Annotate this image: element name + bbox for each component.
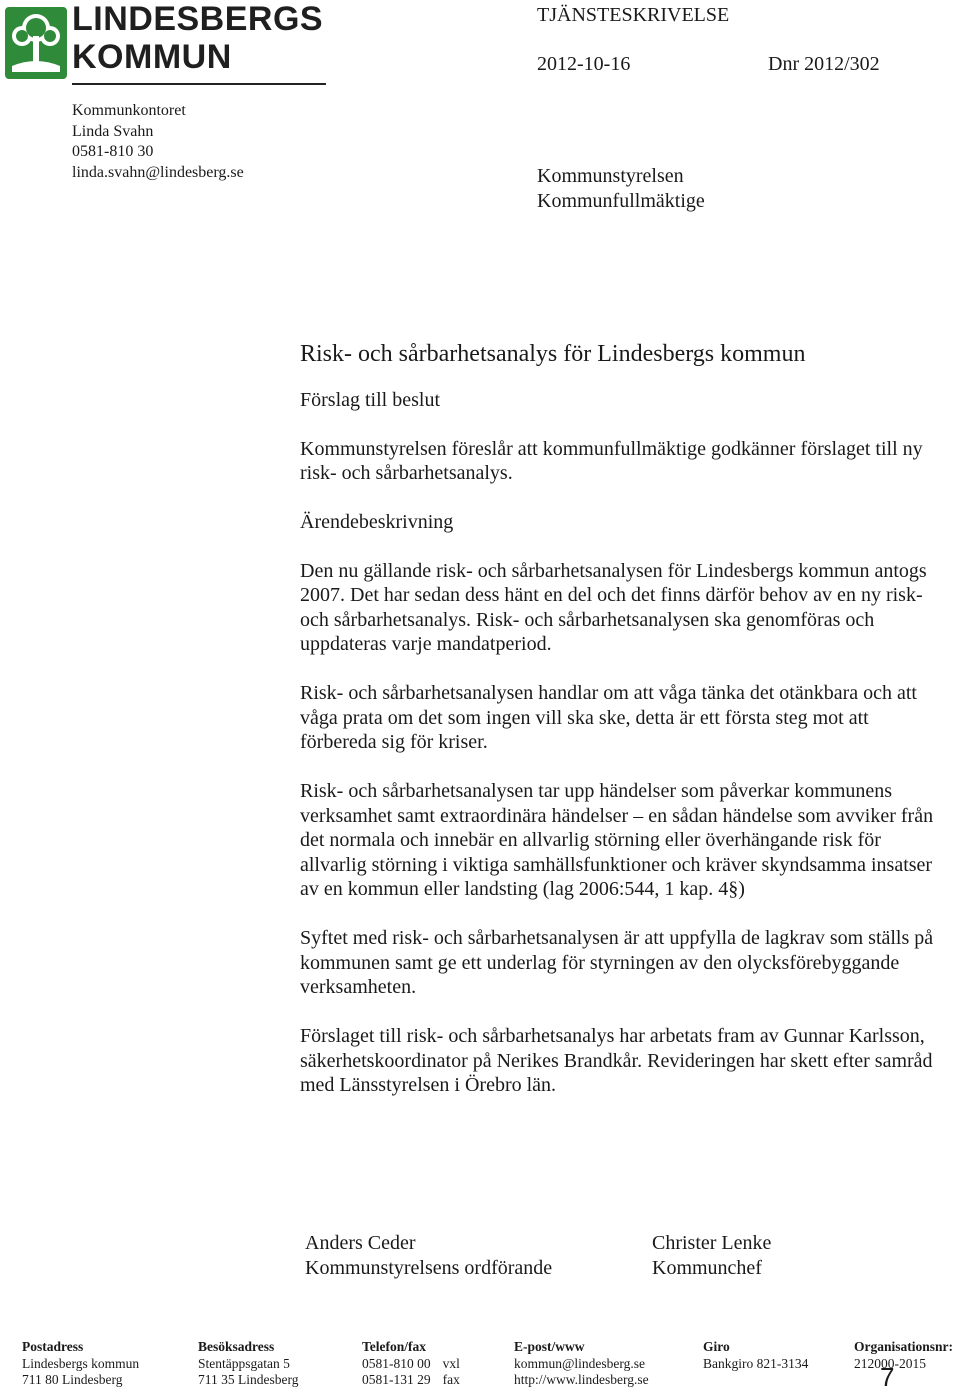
logo-line-2: KOMMUN [72,38,232,76]
document-body [300,340,940,1122]
page-footer [22,1339,960,1389]
sender-phone: 0581-810 30 [72,143,154,160]
paragraph: Förslaget till risk- och sårbarhetsanalys har arbetats fram av Gunnar Karlsson, säkerhetskoordinator på Nerikes Brandkår. Revideringen har skett efter samråd med Länsstyrelsen i Örebro län. [300,1025,933,1096]
footer-besoksadress: Besöksadress Stentäppsgatan 5 711 35 Lindesberg [198,1339,299,1387]
footer-giro: Giro Bankgiro 821-3134 [703,1339,809,1371]
signatory-role: Kommunchef [652,1256,762,1279]
proposal-text: Kommunstyrelsen föreslår att kommunfullmäktige godkänner förslaget till ny risk- och sårbarhetsanalys. [300,437,923,484]
page-number: 7 [880,1362,895,1392]
document-type: TJÄNSTESKRIVELSE [537,4,730,26]
paragraph: Den nu gällande risk- och sårbarhetsanalysen för Lindesbergs kommun antogs 2007. Det har sedan dess hänt en del och det finns därför behov av en ny risk- och sårbarhetsanalys. Risk- och sårbarhetsanalysen ska genomföras och uppdateras varje mandatperiod. [300,559,927,655]
logo-underline [72,83,326,85]
footer-telefon: Telefon/fax 0581-810 00 vxl 0581-131 29 fax [362,1339,460,1387]
document-number: Dnr 2012/302 [768,53,880,75]
sender-office: Kommunkontoret [72,102,186,119]
signatory-role: Kommunstyrelsens ordförande [305,1256,553,1279]
sender-email[interactable]: linda.svahn@lindesberg.se [72,163,244,181]
document-title: Risk- och sårbarhetsanalys för Lindesbergs kommun [300,341,806,367]
signature-block-1 [305,1231,552,1280]
description-heading: Ärendebeskrivning [300,511,454,533]
signatory-name: Christer Lenke [652,1232,772,1254]
signature-block-2 [652,1231,771,1280]
tree-emblem-icon [4,6,68,80]
footer-web-link[interactable]: http://www.lindesberg.se [514,1372,649,1387]
recipients-block [537,164,705,213]
paragraph: Risk- och sårbarhetsanalysen tar upp händelser som påverkar kommunens verksamhet samt extraordinära händelser – en sådan händelse som avviker från det normala och innebär en allvarlig störning eller överhängande risk för allvarlig störning i viktiga samhällsfunktioner och kräver skyndsamma insatser av en kommun eller landsting (lag 2006:544, 1 kap. 4§) [300,780,934,900]
footer-org: Organisationsnr: 212000-2015 [854,1339,954,1371]
recipient: Kommunstyrelsen [537,165,684,187]
recipient: Kommunfullmäktige [537,189,705,212]
proposal-heading: Förslag till beslut [300,389,440,411]
footer-epost: E-post/www kommun@lindesberg.se http://www.lindesberg.se [514,1339,703,1389]
paragraph: Syftet med risk- och sårbarhetsanalysen är att uppfylla de lagkrav som ställs på kommunen samt ge ett underlag för styrningen av den olycksförebyggande verksamheten. [300,927,934,998]
footer-postadress: Postadress Lindesbergs kommun 711 80 Lindesberg [22,1339,140,1387]
paragraph: Risk- och sårbarhetsanalysen handlar om att våga tänka det otänkbara och att våga prata om det som ingen vill ska ske, detta är ett första steg mot att förbereda sig för kriser. [300,682,917,753]
footer-email-link[interactable]: kommun@lindesberg.se [514,1355,646,1371]
logo-wordmark [72,0,332,76]
logo-line-1: LINDESBERGS [72,0,324,38]
sender-block [72,101,244,183]
document-date: 2012-10-16 [537,53,631,75]
signatory-name: Anders Ceder [305,1232,416,1254]
sender-name: Linda Svahn [72,122,154,140]
